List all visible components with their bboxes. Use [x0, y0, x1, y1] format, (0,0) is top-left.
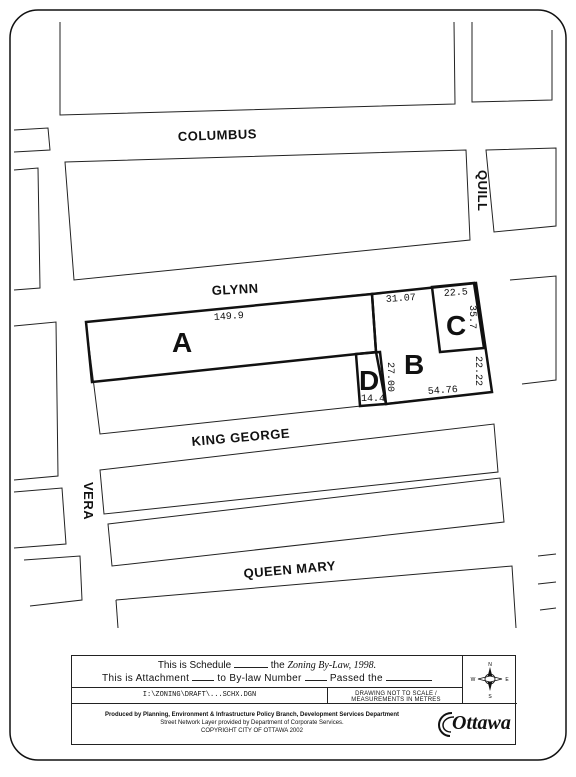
- bylaw-number-blank: [305, 671, 327, 681]
- schedule-blank: [234, 658, 268, 668]
- schedule-mid: the: [270, 660, 285, 671]
- block-right-south: [538, 554, 556, 610]
- parcel-d-label: D: [359, 365, 380, 396]
- street-glynn: GLYNN: [211, 280, 259, 298]
- compass-e: E: [505, 677, 509, 683]
- block-left-top: [14, 128, 50, 152]
- parcel-b-label: B: [404, 349, 425, 380]
- dim-a-top: 149.9: [213, 310, 245, 324]
- schedule-bylaw: Zoning By-Law, 1998.: [287, 660, 377, 671]
- block-queenmary-south-edge: [116, 600, 118, 628]
- street-quill: QUILL: [475, 170, 490, 212]
- attachment-prefix: This is Attachment: [102, 673, 190, 684]
- title-divider-mid: [327, 687, 328, 703]
- block-left-south: [14, 488, 66, 548]
- copyright: COPYRIGHT CITY OF OTTAWA 2002: [201, 728, 303, 734]
- scale-note: DRAWING NOT TO SCALE / MEASUREMENTS IN METRES: [351, 691, 441, 703]
- block-queenmary-south: [116, 566, 516, 628]
- dim-b-top: 31.07: [385, 292, 417, 306]
- ottawa-logo-text: Ottawa: [452, 712, 511, 734]
- block-middle-south: [108, 478, 504, 566]
- block-columbus-glynn: [65, 150, 470, 280]
- block-top: [60, 22, 455, 115]
- dim-b-right: 22.22: [472, 356, 483, 387]
- attachment-blank: [192, 671, 214, 681]
- dim-d-bottom: 14.4: [361, 394, 386, 405]
- compass-w: W: [470, 677, 476, 683]
- compass-rose-icon: [467, 658, 513, 700]
- street-queen-mary: QUEEN MARY: [242, 557, 337, 581]
- street-layer-credit: Street Network Layer provided by Department of Corporate Services.: [160, 720, 344, 726]
- title-divider-compass: [462, 656, 463, 704]
- credits: [72, 711, 432, 735]
- block-kinggeorge-south: [100, 424, 498, 514]
- block-left-mid: [14, 168, 40, 290]
- title-block: [71, 655, 516, 745]
- dim-b-bottom: 54.76: [427, 384, 459, 398]
- block-right-upper: [486, 148, 556, 232]
- parcel-a-boundary: [86, 294, 376, 382]
- file-path: I:\ZONING\DRAFT\...SCHX.DGN: [142, 691, 257, 699]
- block-top-right: [472, 22, 552, 102]
- ottawa-logo: [434, 706, 514, 742]
- dim-c-top: 22.5: [443, 287, 469, 300]
- attachment-passed: Passed the: [329, 673, 383, 684]
- dim-d-left: 27.00: [384, 362, 395, 393]
- block-right-mid: [510, 276, 556, 384]
- compass-s: S: [488, 694, 492, 700]
- compass-n: N: [488, 662, 492, 668]
- block-glynn-kinggeorge: [86, 280, 492, 434]
- block-left-bottom: [24, 556, 82, 606]
- attachment-mid: to By-law Number: [217, 673, 302, 684]
- schedule-prefix: This is Schedule: [157, 660, 232, 671]
- street-columbus: COLUMBUS: [177, 126, 258, 144]
- street-king-george: KING GEORGE: [190, 425, 291, 449]
- title-divider-1: [72, 687, 462, 688]
- block-left-lower: [14, 322, 58, 480]
- attachment-line: [72, 671, 462, 684]
- passed-date-blank: [386, 671, 432, 681]
- produced-by: Produced by Planning, Environment & Infrastructure Policy Branch, Development Services Department: [104, 712, 400, 718]
- schedule-line: [72, 658, 462, 671]
- parcel-c-label: C: [446, 310, 467, 341]
- street-vera: VERA: [81, 482, 96, 521]
- title-divider-2: [72, 703, 517, 704]
- parcel-a-label: A: [172, 327, 193, 358]
- dim-c-side: 35.7: [466, 305, 477, 330]
